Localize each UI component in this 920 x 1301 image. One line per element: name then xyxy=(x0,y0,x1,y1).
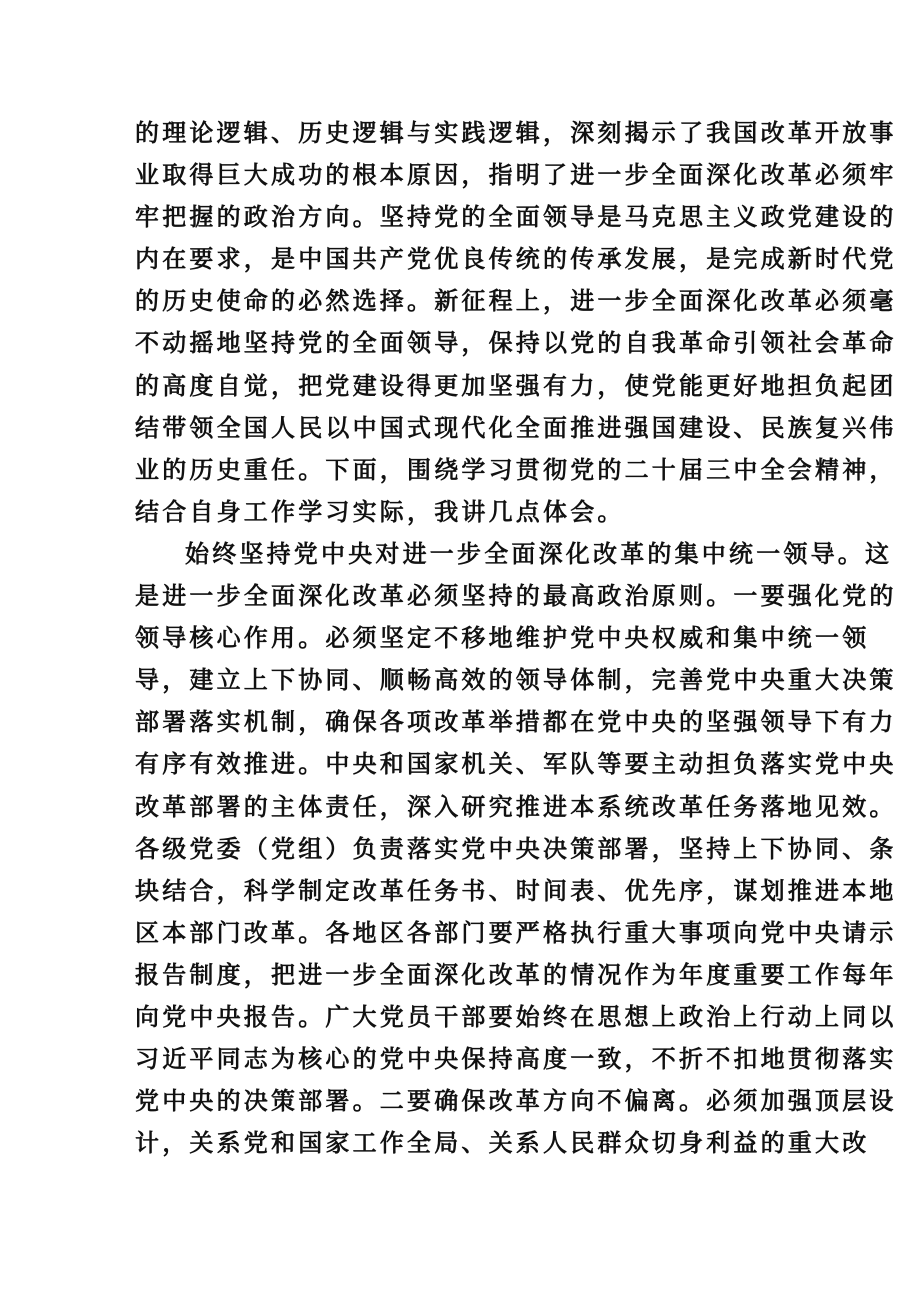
text-line: 块结合，科学制定改革任务书、时间表、优先序，谋划推进本地 xyxy=(135,876,897,905)
text-line: 习近平同志为核心的党中央保持高度一致，不折不扣地贯彻落实 xyxy=(135,1045,897,1074)
text-line: 向党中央报告。广大党员干部要始终在思想上政治上行动上同以 xyxy=(135,1002,897,1031)
paragraph-2 xyxy=(135,533,897,1164)
text-line: 业的历史重任。下面，围绕学习贯彻党的二十届三中全会精神， xyxy=(135,455,897,484)
text-line: 业取得巨大成功的根本原因，指明了进一步全面深化改革必须牢 xyxy=(135,161,897,190)
text-line: 导，建立上下协同、顺畅高效的领导体制，完善党中央重大决策 xyxy=(135,666,897,695)
text-line: 的历史使命的必然选择。新征程上，进一步全面深化改革必须毫 xyxy=(135,287,897,316)
text-line: 改革部署的主体责任，深入研究推进本系统改革任务落地见效。 xyxy=(135,792,897,821)
text-line-indented: 始终坚持党中央对进一步全面深化改革的集中统一领导。这 xyxy=(185,539,893,568)
text-line: 领导核心作用。必须坚定不移地维护党中央权威和集中统一领 xyxy=(135,624,870,653)
text-line: 部署落实机制，确保各项改革举措都在党中央的坚强领导下有力 xyxy=(135,708,897,737)
text-line: 是进一步全面深化改革必须坚持的最高政治原则。一要强化党的 xyxy=(135,582,897,611)
text-line: 计，关系党和国家工作全局、关系人民群众切身利益的重大改 xyxy=(135,1129,870,1158)
paragraph-1 xyxy=(135,112,897,533)
text-line: 有序有效推进。中央和国家机关、军队等要主动担负落实党中央 xyxy=(135,750,897,779)
text-line: 的高度自觉，把党建设得更加坚强有力，使党能更好地担负起团 xyxy=(135,371,897,400)
text-line: 的理论逻辑、历史逻辑与实践逻辑，深刻揭示了我国改革开放事 xyxy=(135,119,897,147)
text-line: 区本部门改革。各地区各部门要严格执行重大事项向党中央请示 xyxy=(135,918,897,947)
text-line: 各级党委（党组）负责落实党中央决策部署，坚持上下协同、条 xyxy=(135,834,897,863)
text-line: 不动摇地坚持党的全面领导，保持以党的自我革命引领社会革命 xyxy=(135,329,897,358)
text-line: 结合自身工作学习实际，我讲几点体会。 xyxy=(135,497,625,526)
text-line: 牢把握的政治方向。坚持党的全面领导是马克思主义政党建设的 xyxy=(135,203,897,232)
text-line: 结带领全国人民以中国式现代化全面推进强国建设、民族复兴伟 xyxy=(135,413,897,442)
text-line: 内在要求，是中国共产党优良传统的传承发展，是完成新时代党 xyxy=(135,245,897,274)
text-line: 党中央的决策部署。二要确保改革方向不偏离。必须加强顶层设 xyxy=(135,1087,897,1116)
text-line: 报告制度，把进一步全面深化改革的情况作为年度重要工作每年 xyxy=(135,960,897,989)
document-body xyxy=(135,112,897,1164)
